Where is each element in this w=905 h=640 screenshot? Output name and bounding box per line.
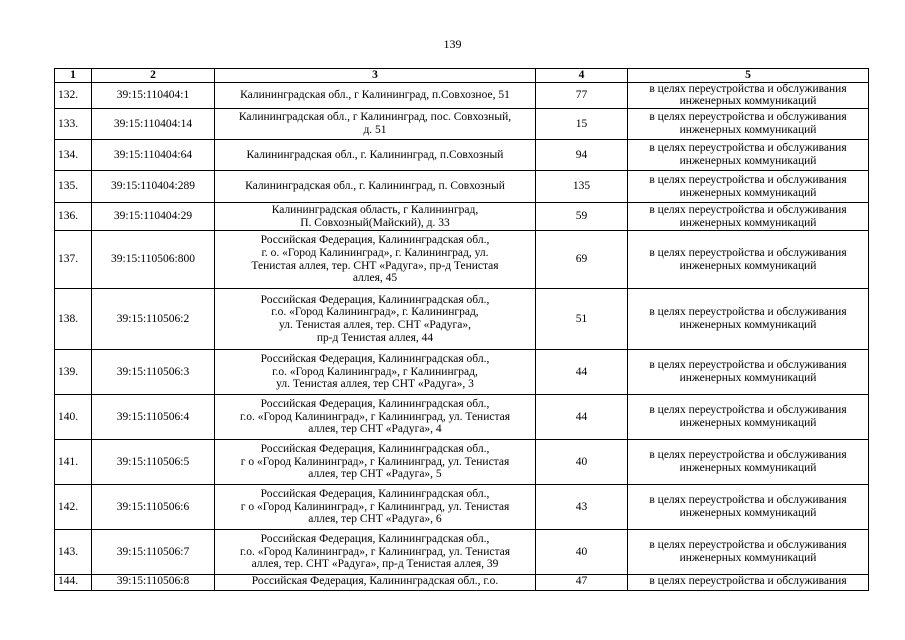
purpose: в целях переустройства и обслуживания инженерных коммуникаций: [628, 530, 869, 575]
area: 77: [536, 82, 628, 108]
purpose: в целях переустройства и обслуживания инженерных коммуникаций: [628, 485, 869, 530]
cadastral-number: 39:15:110506:7: [92, 530, 215, 575]
area: 40: [536, 440, 628, 485]
cadastral-number: 39:15:110506:8: [92, 575, 215, 591]
address: Российская Федерация, Калининградская обл., г.о.: [215, 575, 536, 591]
column-header-3: 3: [215, 69, 536, 83]
row-number: 144.: [55, 575, 92, 591]
table-row: [55, 171, 869, 203]
address: Российская Федерация, Калининградская обл., г.о. «Город Калининград», г. Калининград, ул. Тенистая аллея, тер. СНТ «Радуга», пр-д Тенистая аллея, 44: [215, 289, 536, 350]
area: 51: [536, 289, 628, 350]
address: Российская Федерация, Калининградская обл., г.о. «Город Калининград», г Калининград, ул. Тенистая аллея, тер. СНТ «Радуга», пр-д Тенистая аллея, 39: [215, 530, 536, 575]
area: 44: [536, 350, 628, 395]
cadastral-number: 39:15:110506:3: [92, 350, 215, 395]
cadastral-number: 39:15:110404:64: [92, 140, 215, 171]
purpose: в целях переустройства и обслуживания инженерных коммуникаций: [628, 350, 869, 395]
purpose: в целях переустройства и обслуживания инженерных коммуникаций: [628, 440, 869, 485]
purpose: в целях переустройства и обслуживания инженерных коммуникаций: [628, 82, 869, 108]
cadastral-number: 39:15:110404:1: [92, 82, 215, 108]
table-row: [55, 140, 869, 171]
cadastral-number: 39:15:110404:14: [92, 109, 215, 140]
area: 15: [536, 109, 628, 140]
table-row: [55, 231, 869, 289]
cadastral-number: 39:15:110404:29: [92, 203, 215, 231]
area: 44: [536, 395, 628, 440]
address: Калининградская обл., г Калининград, п.Совхозное, 51: [215, 82, 536, 108]
area: 43: [536, 485, 628, 530]
address: Калининградская область, г Калининград, П. Совхозный(Майский), д. 33: [215, 203, 536, 231]
address: Российская Федерация, Калининградская обл., г.о. «Город Калининград», г Калининград, ул. Тенистая аллея, тер СНТ «Радуга», 3: [215, 350, 536, 395]
address: Калининградская обл., г Калининград, пос. Совхозный, д. 51: [215, 109, 536, 140]
table-row: [55, 289, 869, 350]
row-number: 138.: [55, 289, 92, 350]
cadastral-number: 39:15:110506:5: [92, 440, 215, 485]
cadastral-number: 39:15:110404:289: [92, 171, 215, 203]
table-row: [55, 440, 869, 485]
table-row: [55, 203, 869, 231]
table-header-row: [55, 69, 869, 83]
cadastral-number: 39:15:110506:6: [92, 485, 215, 530]
address: Российская Федерация, Калининградская обл., г.о. «Город Калининград», г Калининград, ул. Тенистая аллея, тер СНТ «Радуга», 4: [215, 395, 536, 440]
column-header-2: 2: [92, 69, 215, 83]
row-number: 141.: [55, 440, 92, 485]
table-row: [55, 575, 869, 591]
area: 59: [536, 203, 628, 231]
page-number: 139: [443, 37, 462, 51]
purpose: в целях переустройства и обслуживания инженерных коммуникаций: [628, 171, 869, 203]
table-row: [55, 395, 869, 440]
table-row: [55, 82, 869, 108]
area: 94: [536, 140, 628, 171]
area: 47: [536, 575, 628, 591]
row-number: 142.: [55, 485, 92, 530]
column-header-5: 5: [628, 69, 869, 83]
row-number: 133.: [55, 109, 92, 140]
row-number: 139.: [55, 350, 92, 395]
row-number: 137.: [55, 231, 92, 289]
table-row: [55, 350, 869, 395]
area: 69: [536, 231, 628, 289]
address: Российская Федерация, Калининградская обл., г. о. «Город Калининград», г. Калининград, ул. Тенистая аллея, тер. СНТ «Радуга», пр-д Тенистая аллея, 45: [215, 231, 536, 289]
cadastral-number: 39:15:110506:4: [92, 395, 215, 440]
cadastral-number: 39:15:110506:800: [92, 231, 215, 289]
address: Калининградская обл., г. Калининград, п. Совхозный: [215, 171, 536, 203]
purpose: в целях переустройства и обслуживания инженерных коммуникаций: [628, 231, 869, 289]
row-number: 136.: [55, 203, 92, 231]
purpose: в целях переустройства и обслуживания: [628, 575, 869, 591]
purpose: в целях переустройства и обслуживания инженерных коммуникаций: [628, 289, 869, 350]
area: 40: [536, 530, 628, 575]
purpose: в целях переустройства и обслуживания инженерных коммуникаций: [628, 109, 869, 140]
column-header-1: 1: [55, 69, 92, 83]
address: Российская Федерация, Калининградская обл., г о «Город Калининград», г Калининград, ул. Тенистая аллея, тер СНТ «Радуга», 5: [215, 440, 536, 485]
address: Российская Федерация, Калининградская обл., г о «Город Калининград», г Калининград, ул. Тенистая аллея, тер СНТ «Радуга», 6: [215, 485, 536, 530]
table-row: [55, 530, 869, 575]
address: Калининградская обл., г. Калининград, п.Совхозный: [215, 140, 536, 171]
land-plots-table: [54, 68, 869, 591]
row-number: 143.: [55, 530, 92, 575]
table-row: [55, 485, 869, 530]
row-number: 135.: [55, 171, 92, 203]
purpose: в целях переустройства и обслуживания инженерных коммуникаций: [628, 203, 869, 231]
purpose: в целях переустройства и обслуживания инженерных коммуникаций: [628, 140, 869, 171]
column-header-4: 4: [536, 69, 628, 83]
row-number: 134.: [55, 140, 92, 171]
cadastral-number: 39:15:110506:2: [92, 289, 215, 350]
table-row: [55, 109, 869, 140]
row-number: 140.: [55, 395, 92, 440]
purpose: в целях переустройства и обслуживания инженерных коммуникаций: [628, 395, 869, 440]
row-number: 132.: [55, 82, 92, 108]
area: 135: [536, 171, 628, 203]
